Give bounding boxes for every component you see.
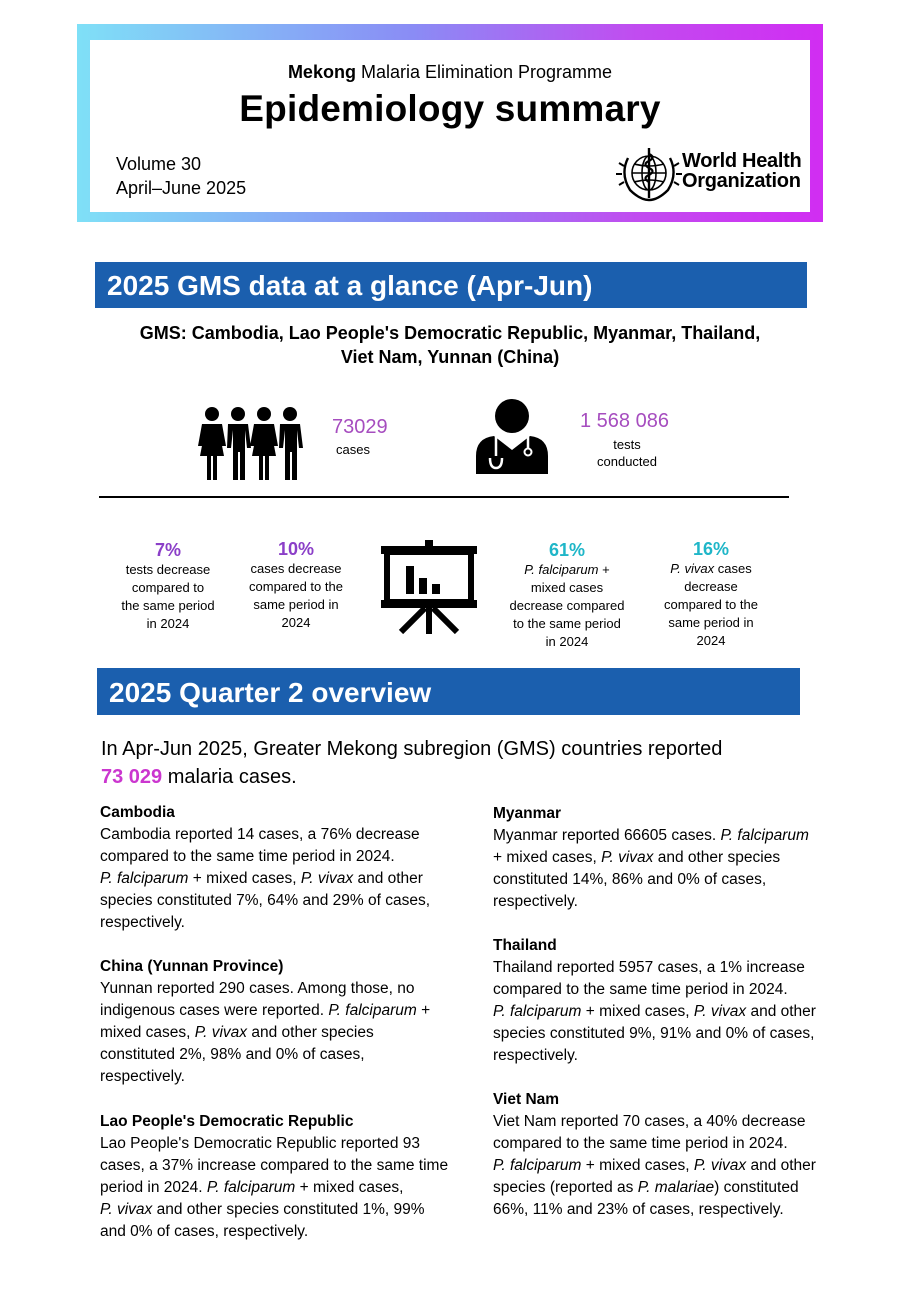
intro-line-1: In Apr-Jun 2025, Greater Mekong subregion (GMS) countries reported [101, 738, 723, 760]
text-fragment [100, 1000, 480, 1022]
text-fragment: constituted 2%, 98% and 0% of cases, [100, 1046, 365, 1063]
text-fragment: respectively. [493, 893, 578, 910]
stat-text: tests decrease [125, 562, 211, 577]
presentation-chart-icon [379, 540, 479, 634]
text-fragment [493, 1155, 863, 1177]
text-fragment [100, 1199, 485, 1221]
text-fragment: compared to the same time period in 2024. [100, 848, 395, 865]
text-fragment: P. falciparum [206, 1179, 296, 1196]
header-gradient-frame [77, 24, 823, 222]
text-fragment: mixed cases, [100, 1024, 195, 1041]
country-cambodia [100, 802, 480, 934]
stat-text: in 2024 [545, 634, 589, 649]
text-fragment: Lao People's Democratic Republic reported 93 [100, 1135, 421, 1152]
country-vietnam [493, 1089, 863, 1221]
text-fragment: P. vivax [100, 1201, 153, 1218]
text-fragment: Malaria Elimination Programme [355, 62, 613, 82]
text-fragment: cases [714, 561, 752, 576]
report-period: April–June 2025 [116, 178, 247, 198]
text-fragment: P. falciparum [100, 870, 189, 887]
text-fragment: + mixed cases, [581, 1003, 694, 1020]
text-fragment: species (reported as [493, 1179, 638, 1196]
text-fragment: respectively. [100, 914, 185, 931]
who-line-1: World Health [682, 150, 802, 172]
stat-tests-decrease [112, 541, 224, 633]
text-fragment: P. vivax [601, 849, 654, 866]
stat-pv-decrease [654, 540, 768, 650]
tests-label [578, 436, 676, 470]
volume-number: Volume 30 [116, 154, 202, 174]
stat-pct: 16% [692, 539, 730, 559]
text-fragment: P. vivax [670, 561, 715, 576]
cases-label: cases [336, 442, 370, 457]
document-title: Epidemiology summary [239, 88, 661, 129]
stat-text: compared to the [249, 579, 343, 594]
header-panel [90, 40, 810, 212]
gms-country-list [100, 321, 800, 369]
country-name: Cambodia [100, 804, 175, 821]
stat-text: in 2024 [146, 616, 190, 631]
tests-value: 1 568 086 [580, 410, 669, 432]
country-name: China (Yunnan Province) [100, 958, 284, 975]
text-fragment: and other [746, 1157, 816, 1174]
stat-text [654, 560, 768, 578]
text-fragment: + mixed cases, [493, 849, 602, 866]
text-fragment: ) constituted [714, 1179, 799, 1196]
text-fragment: P. vivax [693, 1157, 747, 1174]
text-fragment: Mekong [287, 62, 356, 82]
gms-line-2: Viet Nam, Yunnan (China) [340, 347, 560, 367]
text-fragment: P. malariae [637, 1179, 715, 1196]
text-fragment: P. falciparum [493, 1157, 582, 1174]
text-fragment: compared to the same time period in 2024. [493, 1135, 788, 1152]
text-fragment: + mixed cases, [188, 870, 301, 887]
text-fragment: compared to the same time period in 2024. [493, 981, 788, 998]
country-thailand [493, 935, 863, 1067]
stat-text: decrease [684, 579, 738, 594]
text-fragment [100, 1177, 485, 1199]
stat-text [502, 561, 632, 579]
text-fragment: and other species [247, 1024, 374, 1041]
stat-text: to the same period [513, 616, 621, 631]
text-fragment: Viet Nam reported 70 cases, a 40% decrease [493, 1113, 806, 1130]
stat-text: 2024 [696, 633, 726, 648]
text-fragment: P. falciparum [493, 1003, 582, 1020]
stat-cases-decrease [238, 540, 354, 632]
stat-text: cases decrease [250, 561, 342, 576]
text-fragment: species constituted 7%, 64% and 29% of cases, [100, 892, 431, 909]
tests-label-1: tests [613, 437, 641, 452]
tests-label-2: conducted [597, 454, 657, 469]
doctor-icon [474, 398, 550, 474]
text-fragment: P. falciparum [524, 562, 599, 577]
divider [99, 496, 789, 498]
text-fragment: cases, a 37% increase compared to the same time [100, 1157, 449, 1174]
intro-line-2 [101, 763, 801, 791]
text-fragment: Yunnan reported 290 cases. Among those, no [100, 980, 415, 997]
text-fragment [493, 1001, 863, 1023]
text-fragment [100, 868, 480, 890]
text-fragment: + [598, 562, 610, 577]
cases-value: 73029 [332, 416, 388, 438]
country-name: Myanmar [493, 805, 562, 822]
text-fragment [100, 1022, 480, 1044]
country-lao [100, 1111, 485, 1243]
stat-text: the same period [121, 598, 215, 613]
section-heading-glance: 2025 GMS data at a glance (Apr-Jun) [95, 262, 807, 308]
text-fragment: respectively. [100, 1068, 185, 1085]
text-fragment: and other species [653, 849, 781, 866]
stat-pf-decrease [502, 541, 632, 651]
text-fragment: P. falciparum [328, 1002, 417, 1019]
programme-name [90, 62, 810, 83]
country-name: Viet Nam [493, 1091, 560, 1108]
people-group-icon [196, 406, 306, 482]
text-fragment: P. falciparum [720, 827, 809, 844]
stat-pct: 61% [548, 540, 586, 560]
text-fragment: P. vivax [194, 1024, 248, 1041]
stat-text: same period in [253, 597, 339, 612]
text-fragment: Myanmar reported 66605 cases. [493, 827, 721, 844]
volume-info [116, 152, 246, 200]
text-fragment [493, 847, 863, 869]
stat-text: same period in [668, 615, 754, 630]
text-fragment [493, 1177, 863, 1199]
text-fragment: P. vivax [300, 870, 354, 887]
text-fragment: malaria cases. [162, 766, 297, 788]
text-fragment: Cambodia reported 14 cases, a 76% decrease [100, 826, 420, 843]
stat-text: compared to the [664, 597, 758, 612]
text-fragment: constituted 14%, 86% and 0% of cases, [493, 871, 767, 888]
stat-text: 2024 [281, 615, 311, 630]
text-fragment: Thailand reported 5957 cases, a 1% increase [493, 959, 805, 976]
stat-text: mixed cases [530, 580, 604, 595]
section-heading-overview: 2025 Quarter 2 overview [97, 668, 800, 715]
stat-pct: 7% [154, 540, 181, 560]
text-fragment: respectively. [493, 1047, 578, 1064]
text-fragment: period in 2024. [100, 1179, 207, 1196]
country-china [100, 956, 480, 1088]
who-wordmark [682, 151, 801, 191]
text-fragment: + mixed cases, [581, 1157, 694, 1174]
country-name: Thailand [493, 937, 557, 954]
text-fragment: and 0% of cases, respectively. [100, 1223, 309, 1240]
gms-line-1: GMS: Cambodia, Lao People's Democratic Republic, Myanmar, Thailand, [139, 323, 761, 343]
stat-text: compared to [131, 580, 205, 595]
country-myanmar [493, 803, 863, 913]
overview-intro [101, 735, 801, 791]
text-fragment: + [416, 1002, 431, 1019]
text-fragment: species constituted 9%, 91% and 0% of cases, [493, 1025, 815, 1042]
stat-text: decrease compared [509, 598, 625, 613]
text-fragment: 73 029 [101, 766, 163, 788]
text-fragment: indigenous cases were reported. [100, 1002, 329, 1019]
text-fragment [493, 825, 863, 847]
stat-pct: 10% [277, 539, 315, 559]
text-fragment: and other [353, 870, 423, 887]
country-name: Lao People's Democratic Republic [100, 1113, 354, 1130]
text-fragment: + mixed cases, [295, 1179, 404, 1196]
text-fragment: 66%, 11% and 23% of cases, respectively. [493, 1201, 784, 1218]
who-line-2: Organization [682, 170, 801, 192]
text-fragment: P. vivax [693, 1003, 747, 1020]
who-emblem-icon [614, 144, 684, 202]
text-fragment: and other species constituted 1%, 99% [152, 1201, 425, 1218]
text-fragment: and other [746, 1003, 816, 1020]
